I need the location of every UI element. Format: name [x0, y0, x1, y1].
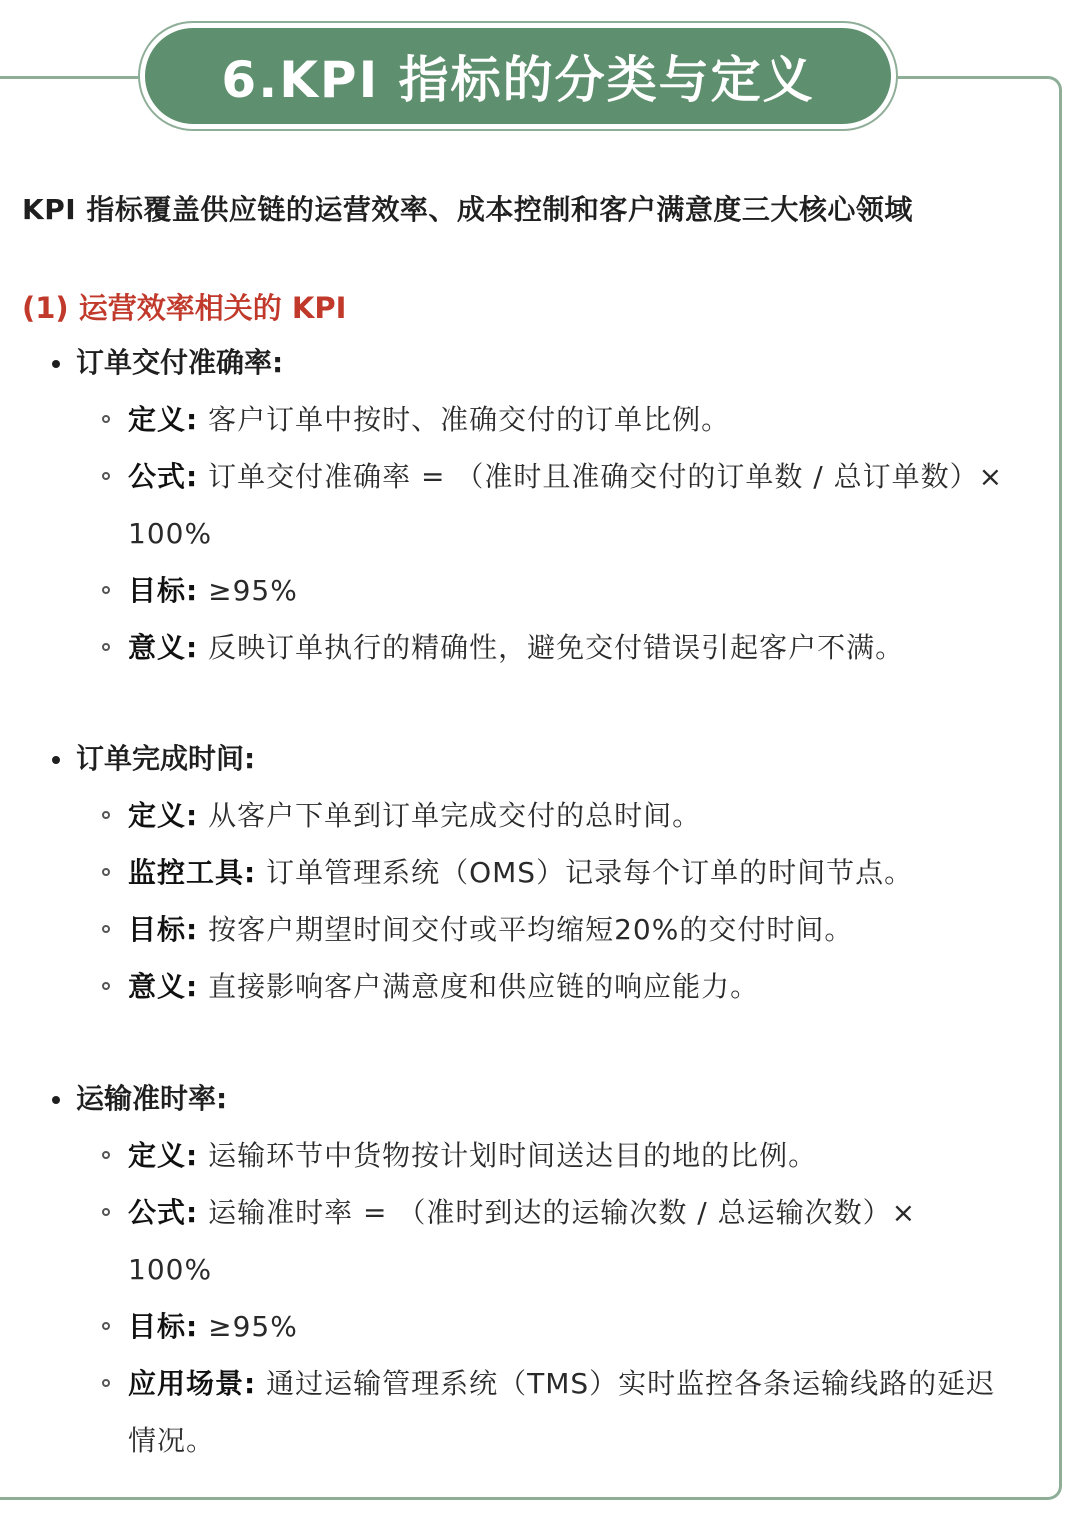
- item-label: 目标:: [128, 1310, 199, 1343]
- list-item: [22, 391, 1008, 448]
- item-text: 客户订单中按时、准确交付的订单比例。: [208, 403, 731, 436]
- list-item: [22, 1184, 1008, 1298]
- list-item: [22, 1298, 1008, 1355]
- sub-bullet-icon: [102, 1379, 110, 1387]
- item-label: 意义:: [128, 631, 199, 664]
- item-text: 从客户下单到订单完成交付的总时间。: [208, 799, 702, 832]
- intro-text: KPI 指标覆盖供应链的运营效率、成本控制和客户满意度三大核心领域: [22, 193, 913, 226]
- item-text: 直接影响客户满意度和供应链的响应能力。: [208, 970, 760, 1003]
- sub-bullet-icon: [102, 643, 110, 651]
- sub-bullet-icon: [102, 1322, 110, 1330]
- list-item: [22, 844, 1008, 901]
- item-label: 定义:: [128, 799, 199, 832]
- sub-bullet-icon: [102, 1208, 110, 1216]
- list-item: [22, 1127, 1008, 1184]
- sub-bullet-icon: [102, 472, 110, 480]
- page-title: 6.KPI 指标的分类与定义: [221, 51, 815, 109]
- list-item: [22, 619, 1008, 676]
- item-text: 按客户期望时间交付或平均缩短20%的交付时间。: [208, 913, 854, 946]
- item-label: 公式:: [128, 1196, 199, 1229]
- sub-bullet-icon: [102, 1151, 110, 1159]
- kpi-block-order-accuracy: [22, 334, 1022, 676]
- list-item: [22, 562, 1008, 619]
- item-label: 目标:: [128, 574, 199, 607]
- kpi-block-transport-on-time-rate: [22, 1070, 1022, 1469]
- kpi-title: 运输准时率:: [22, 1070, 1022, 1127]
- item-text: 订单管理系统（OMS）记录每个订单的时间节点。: [266, 856, 914, 889]
- item-label: 应用场景:: [128, 1367, 257, 1400]
- sub-bullet-icon: [102, 925, 110, 933]
- bullet-icon: [52, 756, 60, 764]
- item-text: 运输环节中货物按计划时间送达目的地的比例。: [208, 1139, 818, 1172]
- item-label: 目标:: [128, 913, 199, 946]
- bullet-icon: [52, 360, 60, 368]
- frame-line: [0, 1497, 20, 1500]
- sub-bullet-icon: [102, 586, 110, 594]
- title-banner: [140, 23, 896, 129]
- item-text: 运输准时率 = （准时到达的运输次数 / 总运输次数）× 100%: [128, 1196, 917, 1286]
- item-text: ≥95%: [208, 574, 298, 607]
- item-label: 定义:: [128, 1139, 199, 1172]
- sub-bullet-icon: [102, 811, 110, 819]
- kpi-title: 订单完成时间:: [22, 730, 1022, 787]
- item-text: 通过运输管理系统（TMS）实时监控各条运输线路的延迟情况。: [128, 1367, 996, 1457]
- list-item: [22, 448, 1008, 562]
- list-item: [22, 787, 1008, 844]
- bullet-icon: [52, 1096, 60, 1104]
- item-text: ≥95%: [208, 1310, 298, 1343]
- item-label: 定义:: [128, 403, 199, 436]
- sub-bullet-icon: [102, 982, 110, 990]
- list-item: [22, 901, 1008, 958]
- sub-bullet-icon: [102, 868, 110, 876]
- section-heading: (1) 运营效率相关的 KPI: [22, 291, 347, 325]
- item-text: 反映订单执行的精确性，避免交付错误引起客户不满。: [208, 631, 905, 664]
- item-label: 公式:: [128, 460, 199, 493]
- sub-bullet-icon: [102, 415, 110, 423]
- item-text: 订单交付准确率 = （准时且准确交付的订单数 / 总订单数）× 100%: [128, 460, 1004, 550]
- item-label: 意义:: [128, 970, 199, 1003]
- item-label: 监控工具:: [128, 856, 257, 889]
- list-item: [22, 958, 1008, 1015]
- kpi-title: 订单交付准确率:: [22, 334, 1022, 391]
- kpi-block-order-completion-time: [22, 730, 1022, 1015]
- list-item: [22, 1355, 1008, 1469]
